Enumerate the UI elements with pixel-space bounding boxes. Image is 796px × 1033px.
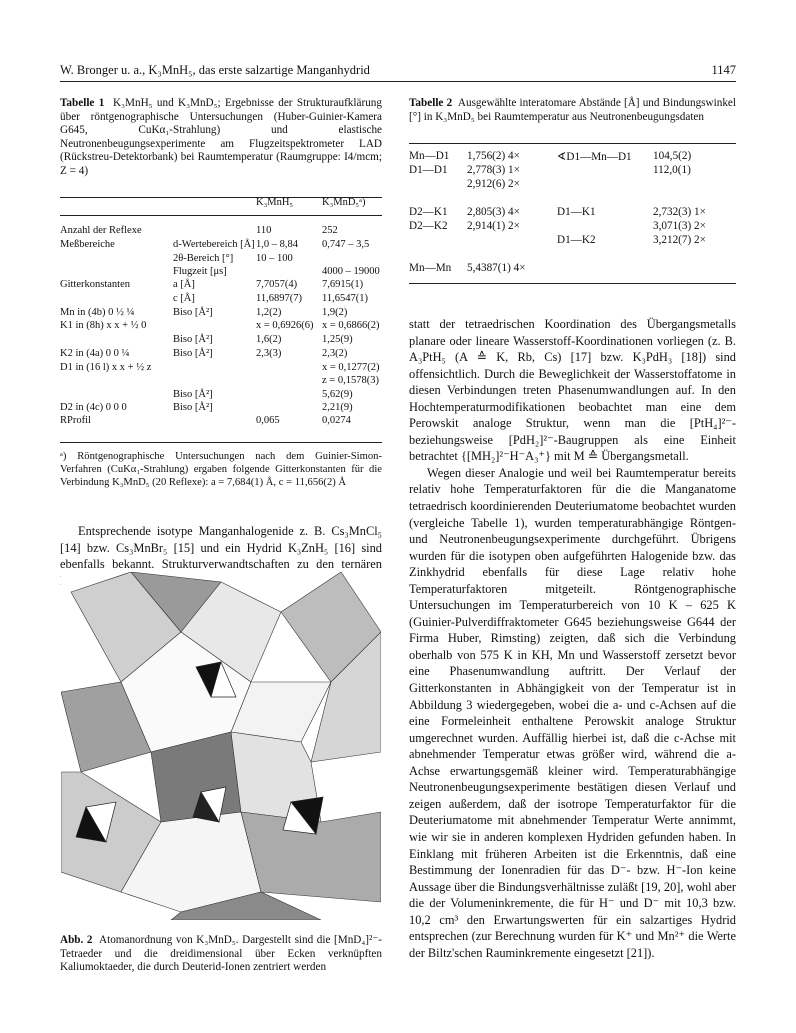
table1-cell: 11,6547(1)	[322, 293, 368, 304]
table1-cell: 2,21(9)	[322, 402, 353, 413]
table1-cell: Biso [Å²]	[173, 334, 213, 345]
figure-label: Abb. 2	[60, 934, 93, 946]
table1-cell: 0,0274	[322, 415, 351, 426]
table2-cell: 2,912(6) 2×	[467, 178, 520, 190]
table2-caption	[409, 97, 736, 124]
table1-cell: 1,0 – 8,84	[256, 239, 298, 250]
table2-caption-text: Ausgewählte interatomare Abstände [Å] und Bindungswinkel [°] in K₃MnD₅ bei Raumtemperatur aus Neutronenbeugungsdaten	[409, 97, 736, 123]
table1-row	[60, 334, 382, 347]
table2-cell: Mn—D1	[409, 150, 450, 162]
table2-row	[409, 234, 736, 248]
table1-cell: x = 0,6926(6)	[256, 320, 314, 331]
table2-bottom-rule	[409, 283, 736, 284]
table1-cell: 0,747 – 3,5	[322, 239, 370, 250]
table1-row	[60, 307, 382, 320]
table1-col-header: K₃MnD₅ᵃ)	[322, 197, 366, 208]
table1-cell: Mn in (4b) 0 ½ ¼	[60, 307, 135, 318]
running-header	[60, 63, 736, 79]
table2-cell: Mn—Mn	[409, 262, 452, 274]
table2-cell: D1—D1	[409, 164, 448, 176]
body-text-right	[409, 316, 736, 961]
table1-cell: Biso [Å²]	[173, 307, 213, 318]
table2-cell: D1—K1	[557, 206, 596, 218]
table1-cell: 4000 – 19000	[322, 266, 380, 277]
table1-cell: 1,25(9)	[322, 334, 353, 345]
table1-row	[60, 293, 382, 306]
table2-cell: 3,071(3) 2×	[653, 220, 706, 232]
running-title: W. Bronger u. a., K₃MnH₅, das erste salzartige Manganhydrid	[60, 63, 370, 77]
table1-cell: d-Wertebereich [Å]	[173, 239, 255, 250]
table1-cell: K2 in (4a) 0 0 ¼	[60, 348, 130, 359]
table2-cell: D1—K2	[557, 234, 596, 246]
table1-cell: D1 in (16 l) x x + ½ z	[60, 362, 152, 373]
octahedra-layer	[61, 572, 381, 920]
table1-bottom-rule	[60, 442, 382, 443]
table1-cell: Gitterkonstanten	[60, 279, 130, 290]
table1-cell: 1,9(2)	[322, 307, 348, 318]
table2-cell: 3,212(7) 2×	[653, 234, 706, 246]
table2-row	[409, 220, 736, 234]
table1-row	[60, 279, 382, 292]
table1-cell: Biso [Å²]	[173, 389, 213, 400]
header-rule	[60, 81, 736, 82]
table1-cell: RProfil	[60, 415, 91, 426]
table1-caption	[60, 97, 382, 179]
table1-row	[60, 225, 382, 238]
table1-row	[60, 348, 382, 361]
table1-cell: 252	[322, 225, 338, 236]
table2-label: Tabelle 2	[409, 97, 453, 109]
table1-cell: a [Å]	[173, 279, 195, 290]
table2-top-rule	[409, 143, 736, 144]
table1-footnote: ᵃ) Röntgenographische Untersuchungen nach dem Guinier-Simon-Verfahren (CuKα₁-Strahlung) ergaben folgende Gitterkonstanten für die Verbindung K₃MnD₅ (20 Reflexe): a = 7,684(1) Å, c = 11,656(2) Å	[60, 451, 382, 489]
table1-cell: 2θ-Bereich [°]	[173, 253, 234, 264]
table2-cell: 2,778(3) 1×	[467, 164, 520, 176]
table2-row	[409, 164, 736, 178]
table1-cell: Biso [Å²]	[173, 402, 213, 413]
table2-cell: 1,756(2) 4×	[467, 150, 520, 162]
table1-cell: 11,6897(7)	[256, 293, 302, 304]
paragraph: Wegen dieser Analogie und weil bei Raumtemperatur bereits relativ hohe Temperaturfaktoren für die die Manganatome tetraedrisch koordinierenden Deuteriumatome beobachtet wurden (vergleiche Tabelle 1), wurden temperaturabhängige Röntgen- und Neutronenbeugungsexperimente durchgeführt. Übrigens wurden für die isotypen oben aufgeführten Halogenide bzw. das Zinkhydrid ebenfalls für diese Lage relativ hohe Temperaturfaktoren mitgeteilt. Röntgenographische Untersuchungen im Temperaturbereich von 10 K – 625 K (Guinier-Pulverdiffraktometer G645 beziehungsweise G644 der Firma Huber, Rimsting) zeigten, daß sich die Verbindung oberhalb von 575 K in KH, Mn und Wasserstoff zersetzt bevor eine Phasenumwandlung auftritt. Der Verlauf der Gitterkonstanten in Abhängigkeit von der Temperatur ist in Abbildung 3 wiedergegeben, wobei die a- und c-Achsen auf die eine Formeleinheit enthaltene Perowskit analoge Struktur umgerechnet wurden. Auffällig hierbei ist, daß die c-Achse mit abnehmender Temperatur etwas größer wird, während die a-Achse erwartungsgemäß kleiner wird. Temperaturabhängige Neutronenbeugungsexperimente bestätigen diesen Verlauf und zeigen außerdem, daß der isotrope Temperaturfaktor für die Deuteriumatome mit abnehmender Temperatur Werte annimmt, wie wir sie in anderen komplexen Hydriden gefunden haben. In Einklang mit früheren Arbeiten ist die Erkenntnis, daß eine Bestimmung der Ionenradien für das D⁻- bzw. H⁻-Ion keine Aussage über die Bindungsverhältnisse zuläßt [19, 20], wohl aber die der Volumeninkremente, die für H⁻ und D⁻ mit 10,3 bzw. 10,2 cm³ den Erwartungswerten für ein salzartiges Hydrid entsprechen (zur Berechnung wurden für K⁺ und Mn²⁺ die Werte der Biltz'schen Rauminkremente eingesetzt [21]).	[409, 465, 736, 960]
figure-caption-text: Atomanordnung von K₃MnD₅. Dargestellt sind die [MnD₄]²⁻-Tetraeder und die dreidimensional über Ecken verknüpften Kaliumoktaeder, die durch Deuterid-Ionen zentriert werden	[60, 934, 382, 974]
table1-row	[60, 402, 382, 415]
table1-cell: x = 0,6866(2)	[322, 320, 380, 331]
table2-cell: 2,732(3) 1×	[653, 206, 706, 218]
body-text-left: Entsprechende isotype Manganhalogenide z. B. Cs₃MnCl₅ [14] bzw. Cs₃MnBr₅ [15] und ein Hydrid K₃ZnH₅ [16] sind ebenfalls bekannt. Strukturverwandtschaften zu den ternären	[60, 524, 382, 572]
table1-cell: 1,2(2)	[256, 307, 282, 318]
table1-cell: Anzahl der Reflexe	[60, 225, 142, 236]
table1-label: Tabelle 1	[60, 97, 105, 109]
structure-figure	[61, 572, 381, 920]
table1-cell: 1,6(2)	[256, 334, 282, 345]
table1-row	[60, 375, 382, 388]
figure-caption	[60, 934, 382, 975]
table1-row	[60, 362, 382, 375]
table1-cell: 7,6915(1)	[322, 279, 364, 290]
table2-cell: 104,5(2)	[653, 150, 692, 162]
table1-header-rule	[60, 215, 382, 216]
table2-row	[409, 262, 736, 276]
table1-cell: K1 in (8h) x x + ½ 0	[60, 320, 147, 331]
table2-cell: 112,0(1)	[653, 164, 691, 176]
table2-cell: D2—K1	[409, 206, 448, 218]
table1-row	[60, 239, 382, 252]
table2-cell: 2,805(3) 4×	[467, 206, 520, 218]
table2-row	[409, 206, 736, 220]
table1-row	[60, 266, 382, 279]
table1-col-header: K₃MnH₅	[256, 197, 294, 208]
table2-cell: ∢D1—Mn—D1	[557, 151, 632, 163]
table1-cell: z = 0,1578(3)	[322, 375, 379, 386]
page-number: 1147	[711, 63, 736, 77]
paragraph: statt der tetraedrischen Koordination des Übergangsmetalls planare oder lineare Wasserstoff-Koordinationen vorliegen (z. B. A₃PtH₅ (A ≙ K, Rb, Cs) [17] bzw. K₃PdH₃ [18]) sind offensichtlich. Durch die Beweglichkeit der Wasserstoffatome in diesen Verbindungen treten Phasenumwandlungen auf. In den Hochtemperaturmodifikationen beobachtet man eine dem Perowskit analoge Struktur, wenn man die [PtH₄]²⁻- beziehungsweise [PdH₂]²⁻-Baugruppen als eine Einheit betrachtet {[MH₂]²⁻H⁻A₃⁺} mit M ≙ Übergangsmetall.	[409, 317, 736, 464]
table1-cell: D2 in (4c) 0 0 0	[60, 402, 127, 413]
table1-cell: 2,3(3)	[256, 348, 282, 359]
table1-row	[60, 389, 382, 402]
table1-cell: Meßbereiche	[60, 239, 115, 250]
table1-cell: 7,7057(4)	[256, 279, 298, 290]
table1-cell: 110	[256, 225, 272, 236]
table2-row	[409, 150, 736, 164]
table2-row	[409, 178, 736, 192]
table2-cell: 2,914(1) 2×	[467, 220, 520, 232]
table1-cell: Flugzeit [μs]	[173, 266, 227, 277]
table1-cell: c [Å]	[173, 293, 195, 304]
table1-cell: 2,3(2)	[322, 348, 348, 359]
table1-cell: 10 – 100	[256, 253, 293, 264]
table2-cell: 5,4387(1) 4×	[467, 262, 526, 274]
table1-cell: Biso [Å²]	[173, 348, 213, 359]
table1-cell: 0,065	[256, 415, 280, 426]
table1-row	[60, 320, 382, 333]
table1-caption-text: K₃MnH₅ und K₃MnD₅; Ergebnisse der Strukturaufklärung über röntgenographische Untersuchungen (Huber-Guinier-Kamera G645, CuKα₁-Strahlung) und elastische Neutronenbeugungsexperimente am Flugzeitspektrometer LAD (Rückstreu-Detektorbank) bei Raumtemperatur (Raumgruppe: I4/mcm; Z = 4)	[60, 97, 382, 177]
table1-row	[60, 415, 382, 428]
table2-cell: D2—K2	[409, 220, 448, 232]
table1-row	[60, 253, 382, 266]
table1-cell: 5,62(9)	[322, 389, 353, 400]
table1-cell: x = 0,1277(2)	[322, 362, 380, 373]
